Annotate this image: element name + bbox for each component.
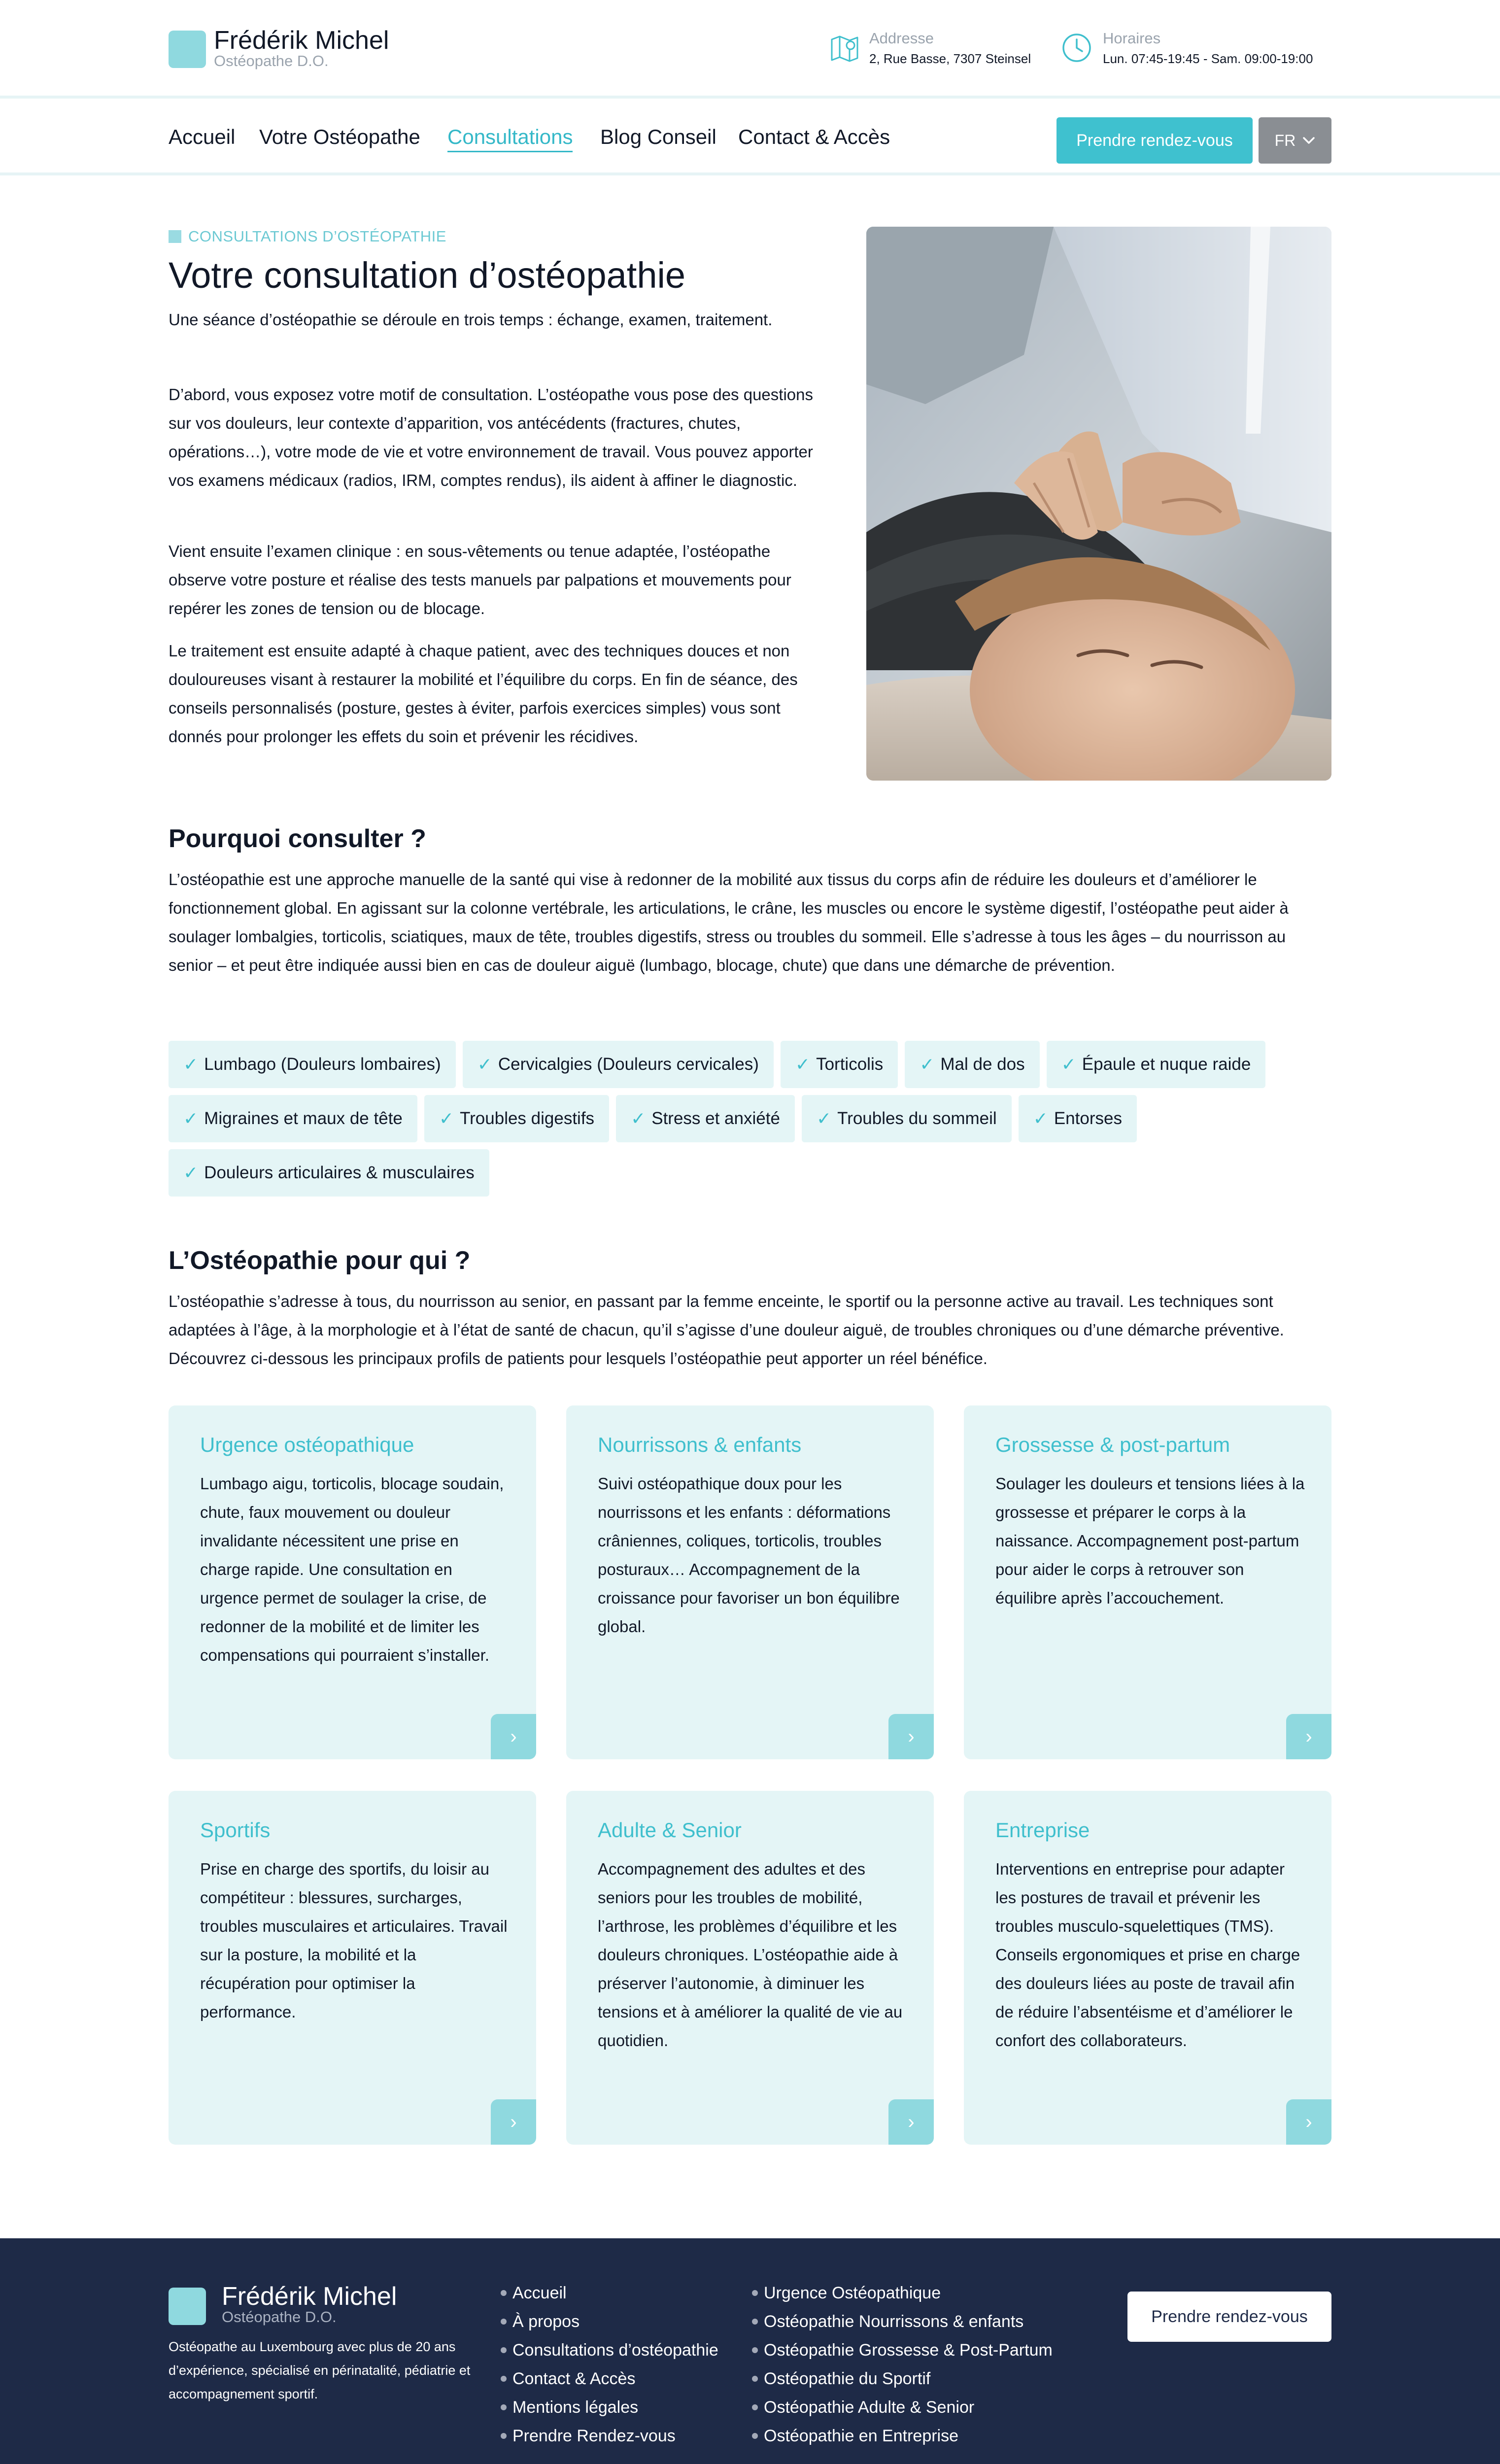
footer-book-appointment-button[interactable]: Prendre rendez-vous	[1127, 2292, 1331, 2342]
for-who-text: L’ostéopathie s’adresse à tous, du nourrisson au senior, en passant par la femme enceinte, le sportif ou la personne active au travail. Les techniques sont adaptées à l’âge, à la morphologie et à l’état de santé de chacun, qu’il s’agisse d’une douleur aiguë, de troubles chroniques ou d’une démarche préventive. Découvrez ci-dessous les principaux profils de patients pour lesquels l’ostéopathie peut apporter un réel bénéfice.	[169, 1292, 1284, 1368]
footer-link-label[interactable]: Consultations d’ostéopathie	[512, 2340, 718, 2360]
check-icon: ✓	[795, 1054, 811, 1074]
footer-link-label[interactable]: Ostéopathie en Entreprise	[764, 2426, 959, 2445]
logo-icon[interactable]	[169, 31, 206, 68]
check-icon: ✓	[1033, 1108, 1048, 1129]
card-text: Lumbago aigu, torticolis, blocage soudain, chute, faux mouvement ou douleur invalidante nécessitent une prise en charge rapide. Une consultation en urgence permet de soulager la crise, de redonner de la mobilité et de limiter les compensations qui pourraient s’installer.	[200, 1474, 504, 1664]
chevron-right-icon[interactable]: ›	[1286, 1714, 1331, 1759]
tag-label: Cervicalgies (Douleurs cervicales)	[498, 1055, 759, 1074]
card-title[interactable]: Urgence ostéopathique	[200, 1433, 414, 1456]
card-text: Interventions en entreprise pour adapter les postures de travail et prévenir les troubles musculo-squelettiques (TMS). Conseils ergonomiques et prise en charge des douleurs liées au poste de travail afin de réduire l’absentéisme et d’améliorer le confort des collaborateurs.	[995, 1860, 1300, 2050]
tag-sommeil	[802, 1095, 1012, 1142]
check-icon: ✓	[477, 1054, 492, 1074]
chevron-right-icon[interactable]: ›	[491, 2099, 536, 2145]
why-consult-heading: Pourquoi consulter ?	[169, 824, 426, 853]
footer-link[interactable]	[752, 2393, 1053, 2422]
bullet-icon	[501, 2404, 507, 2410]
hours-title: Horaires	[1103, 30, 1161, 47]
language-selector[interactable]	[1259, 117, 1331, 164]
eyebrow-text: CONSULTATIONS D’OSTÉOPATHIE	[188, 228, 446, 245]
tag-lumbago	[169, 1041, 456, 1088]
bullet-icon	[501, 2319, 507, 2325]
tag-mal-de-dos	[905, 1041, 1039, 1088]
page-title: Votre consultation d’ostéopathie	[169, 255, 686, 296]
footer-brand-name[interactable]: Frédérik Michel	[222, 2282, 397, 2311]
bullet-icon	[501, 2290, 507, 2296]
eyebrow-square-icon	[169, 230, 181, 243]
nav-item-accueil[interactable]: Accueil	[169, 125, 236, 148]
card-adulte-senior[interactable]	[566, 1791, 934, 2145]
footer-brand-subtitle: Ostéopathe D.O.	[222, 2308, 337, 2326]
hero-paragraph-2: D’abord, vous exposez votre motif de consultation. L’ostéopathe vous pose des questions sur vos douleurs, leur contexte d’apparition, vos antécédents (fractures, chutes, opérations…), votre mode de vie et votre environnement de travail. Vous pouvez apporter vos examens médicaux (radios, IRM, comptes rendus), ils aident à affiner le diagnostic.	[169, 385, 813, 489]
bullet-icon	[752, 2433, 758, 2439]
card-title[interactable]: Adulte & Senior	[598, 1818, 742, 1842]
footer-link[interactable]	[752, 2307, 1053, 2336]
hero-photo	[866, 227, 1331, 781]
card-urgence[interactable]	[169, 1405, 536, 1759]
footer-link[interactable]	[752, 2279, 1053, 2307]
address-text[interactable]: 2, Rue Basse, 7307 Steinsel	[869, 51, 1031, 66]
nav-item-blog-conseil[interactable]: Blog Conseil	[600, 125, 716, 148]
why-consult-text: L’ostéopathie est une approche manuelle de la santé qui vise à redonner de la mobilité aux tissus du corps afin de réduire les douleurs et d’améliorer le fonctionnement global. En agissant sur la colonne vertébrale, les articulations, le crâne, les muscles ou encore le système digestif, l’ostéopathe peut aider à soulager lombalgies, torticolis, sciatiques, maux de tête, troubles digestifs, stress ou troubles du sommeil. Elle s’adresse à tous les âges – du nourrisson au senior – et peut être indiquée aussi bien en cas de douleur aiguë (lumbago, blocage, chute) que dans une démarche de prévention.	[169, 870, 1289, 974]
bullet-icon	[752, 2290, 758, 2296]
footer-link-label[interactable]: À propos	[512, 2312, 580, 2331]
bullet-icon	[501, 2433, 507, 2439]
nav-item-votre-osteopathe[interactable]: Votre Ostéopathe	[259, 125, 420, 148]
check-icon: ✓	[183, 1054, 199, 1074]
tag-label: Troubles digestifs	[460, 1109, 595, 1128]
tag-label: Torticolis	[816, 1055, 884, 1074]
footer-link-label[interactable]: Ostéopathie du Sportif	[764, 2369, 931, 2388]
chevron-right-icon[interactable]: ›	[1286, 2099, 1331, 2145]
bullet-icon	[752, 2319, 758, 2325]
bullet-icon	[752, 2404, 758, 2410]
check-icon: ✓	[183, 1163, 199, 1183]
footer-link[interactable]	[501, 2364, 718, 2393]
hero-paragraph-1: Une séance d’ostéopathie se déroule en trois temps : échange, examen, traitement.	[169, 310, 773, 329]
hours-text: Lun. 07:45-19:45 - Sam. 09:00-19:00	[1103, 51, 1313, 66]
check-icon: ✓	[1061, 1054, 1076, 1074]
brand-name[interactable]: Frédérik Michel	[214, 26, 389, 55]
chevron-down-icon	[1302, 136, 1315, 145]
card-sportifs[interactable]	[169, 1791, 536, 2145]
check-icon: ✓	[439, 1108, 454, 1129]
nav-item-consultations[interactable]: Consultations	[447, 125, 573, 152]
chevron-right-icon[interactable]: ›	[888, 1714, 934, 1759]
site-footer	[0, 2238, 1500, 2464]
card-entreprise[interactable]	[964, 1791, 1331, 2145]
footer-description: Ostéopathe au Luxembourg avec plus de 20 ans d’expérience, spécialisé en périnatalité, pédiatrie et accompagnement sportif.	[169, 2339, 471, 2401]
nav-item-contact[interactable]: Contact & Accès	[738, 125, 890, 148]
card-grossesse[interactable]	[964, 1405, 1331, 1759]
chevron-right-icon[interactable]: ›	[491, 1714, 536, 1759]
symptom-tags	[169, 1041, 1341, 1197]
check-icon: ✓	[920, 1054, 935, 1074]
tag-label: Douleurs articulaires & musculaires	[204, 1163, 475, 1182]
tag-douleurs-articulaires	[169, 1149, 489, 1197]
check-icon: ✓	[631, 1108, 646, 1129]
for-who-heading: L’Ostéopathie pour qui ?	[169, 1246, 471, 1275]
check-icon: ✓	[816, 1108, 832, 1129]
main-nav	[0, 102, 1500, 175]
tag-troubles-digestifs	[424, 1095, 609, 1142]
bullet-icon	[752, 2376, 758, 2382]
bullet-icon	[752, 2347, 758, 2353]
site-header	[0, 0, 1500, 99]
bullet-icon	[501, 2347, 507, 2353]
footer-link[interactable]	[501, 2279, 718, 2307]
card-text: Prise en charge des sportifs, du loisir au compétiteur : blessures, surcharges, troubles musculaires et articulaires. Travail sur la posture, la mobilité et la récupération pour optimiser la performance.	[200, 1860, 508, 2021]
card-text: Soulager les douleurs et tensions liées à la grossesse et préparer le corps à la naissance. Accompagnement post-partum pour aider le corps à retrouver son équilibre après l’accouchement.	[995, 1474, 1305, 1607]
tag-label: Mal de dos	[940, 1055, 1025, 1074]
footer-link-label[interactable]: Ostéopathie Nourrissons & enfants	[764, 2312, 1024, 2331]
footer-logo-icon[interactable]	[169, 2288, 206, 2325]
tag-label: Troubles du sommeil	[837, 1109, 997, 1128]
card-text: Suivi ostéopathique doux pour les nourrissons et les enfants : déformations crâniennes, coliques, torticolis, troubles posturaux… Accompagnement de la croissance pour favoriser un bon équilibre global.	[598, 1474, 900, 1636]
footer-link[interactable]	[752, 2336, 1053, 2364]
footer-link-label[interactable]: Ostéopathie Grossesse & Post-Partum	[764, 2340, 1053, 2360]
card-title[interactable]: Entreprise	[995, 1818, 1090, 1842]
card-title[interactable]: Grossesse & post-partum	[995, 1433, 1230, 1456]
footer-link[interactable]	[752, 2364, 1053, 2393]
footer-link-label[interactable]: Urgence Ostéopathique	[764, 2283, 941, 2302]
card-text: Accompagnement des adultes et des seniors pour les troubles de mobilité, l’arthrose, les problèmes d’équilibre et les douleurs chroniques. L’ostéopathie aide à préserver l’autonomie, à diminuer les tensions et à améliorer la qualité de vie au quotidien.	[598, 1860, 903, 2050]
check-icon: ✓	[183, 1108, 199, 1129]
chevron-right-icon[interactable]: ›	[888, 2099, 934, 2145]
footer-link[interactable]	[501, 2336, 718, 2364]
tag-entorses	[1019, 1095, 1137, 1142]
hero-paragraph-4: Le traitement est ensuite adapté à chaque patient, avec des techniques douces et non douloureuses visant à restaurer la mobilité et l’équilibre du corps. En fin de séance, des conseils personnalisés (posture, gestes à éviter, parfois exercices simples) vous sont donnés pour prolonger les effets du soin et prévenir les récidives.	[169, 642, 798, 746]
tag-label: Entorses	[1054, 1109, 1122, 1128]
footer-link-label[interactable]: Ostéopathie Adulte & Senior	[764, 2397, 975, 2417]
book-appointment-button[interactable]: Prendre rendez-vous	[1057, 117, 1253, 164]
card-nourrissons[interactable]	[566, 1405, 934, 1759]
footer-link-label[interactable]: Mentions légales	[512, 2397, 639, 2417]
footer-link-label[interactable]: Accueil	[512, 2283, 567, 2302]
footer-link-label[interactable]: Prendre Rendez-vous	[512, 2426, 676, 2445]
brand-subtitle: Ostéopathe D.O.	[214, 52, 329, 69]
tag-migraines	[169, 1095, 417, 1142]
hero-paragraph-3: Vient ensuite l’examen clinique : en sous-vêtements ou tenue adaptée, l’ostéopathe observe votre posture et réalise des tests manuels par palpations et mouvements pour repérer les zones de tension ou de blocage.	[169, 542, 791, 617]
tag-torticolis	[781, 1041, 898, 1088]
footer-link[interactable]	[501, 2307, 718, 2336]
osteopathy-treatment-image	[866, 227, 1331, 781]
bullet-icon	[501, 2376, 507, 2382]
map-icon	[829, 33, 860, 64]
tag-label: Épaule et nuque raide	[1082, 1055, 1251, 1074]
footer-links-services	[752, 2279, 1053, 2450]
tag-epaule-nuque	[1047, 1041, 1266, 1088]
section-eyebrow	[169, 228, 446, 245]
footer-link-label[interactable]: Contact & Accès	[512, 2369, 636, 2388]
tag-stress	[616, 1095, 795, 1142]
tag-label: Migraines et maux de tête	[204, 1109, 403, 1128]
card-title[interactable]: Sportifs	[200, 1818, 271, 1842]
footer-link[interactable]	[501, 2393, 718, 2422]
clock-icon	[1061, 33, 1092, 63]
language-label: FR	[1274, 131, 1296, 149]
card-title[interactable]: Nourrissons & enfants	[598, 1433, 802, 1456]
footer-link[interactable]	[501, 2422, 718, 2450]
tag-label: Lumbago (Douleurs lombaires)	[204, 1055, 441, 1074]
footer-link[interactable]	[752, 2422, 1053, 2450]
footer-links-main	[501, 2279, 718, 2450]
tag-cervicalgies	[463, 1041, 774, 1088]
tag-label: Stress et anxiété	[651, 1109, 780, 1128]
address-title: Addresse	[869, 30, 934, 47]
